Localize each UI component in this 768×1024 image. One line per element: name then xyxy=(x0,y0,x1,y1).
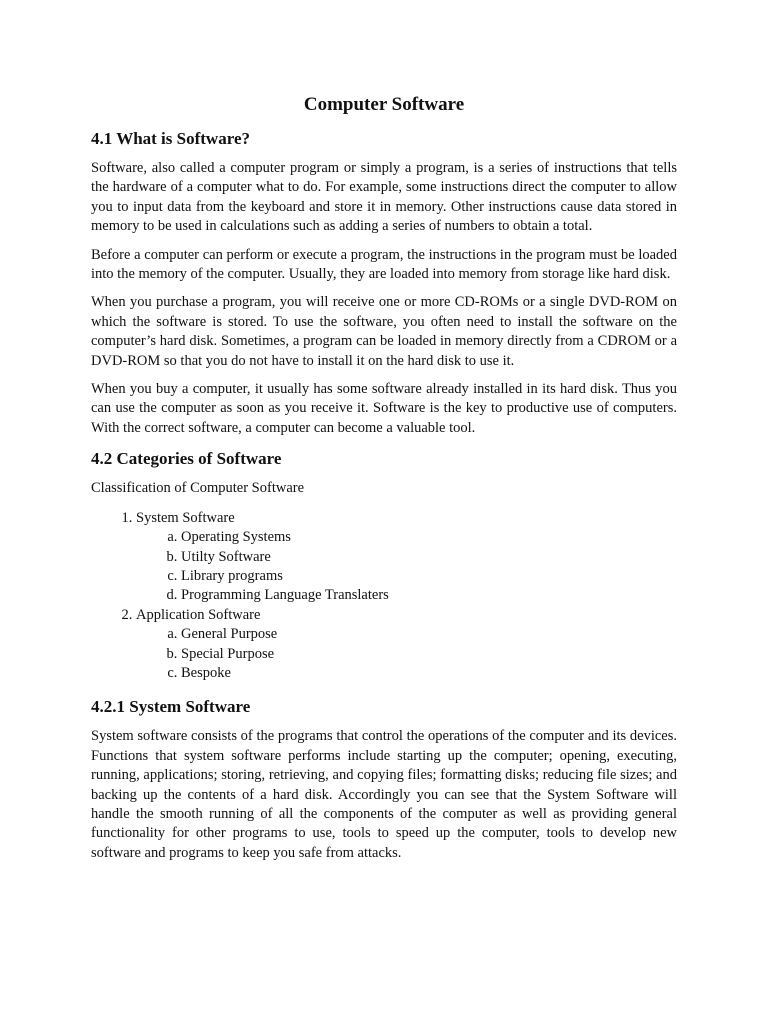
page-title: Computer Software xyxy=(303,94,465,115)
sub-list-item: a. Operating Systems xyxy=(181,528,677,547)
list-item-label: Application Software xyxy=(136,606,261,623)
paragraph-system-software: System software consists of the programs that control the operations of the computer and its devices. Functions that system software performs include starting up the computer; opening, executing, running, applications; storing, retrieving, and copying files; formatting disks; reducing file sizes; and backing up the contents of a hard disk. Accordingly you can see that the System Software will handle the smooth running of all the components of the computer as well as providing general functionality for other programs to use, tools to speed up the computer, tools to develop new software and programs to keep you safe from attacks. xyxy=(91,728,677,861)
section-heading-system-software: 4.2.1 System Software xyxy=(91,697,251,717)
section-heading-categories: 4.2 Categories of Software xyxy=(91,449,282,469)
sub-list-application-software xyxy=(136,625,677,683)
sub-list-item: b. Utilty Software xyxy=(181,548,677,567)
paragraph-definition: Software, also called a computer program or simply a program, is a series of instructions that tells the hardware of a computer what to do. For example, some instructions direct the computer to allow you to input data from the keyboard and store it in memory. Other instructions cause data stored in memory to be used in calculations such as adding a series of numbers to obtain a total. xyxy=(91,160,677,235)
sub-list-system-software xyxy=(136,528,677,606)
classification-caption: Classification of Computer Software xyxy=(91,480,305,497)
section-heading-what-is-software: 4.1 What is Software? xyxy=(91,129,250,148)
paragraph-preinstalled: When you buy a computer, it usually has some software already installed in its hard disk. Thus you can use the computer as soon as you receive it. Software is the key to productive use of computers. With the correct software, a computer can become a valuable tool. xyxy=(91,381,677,436)
sub-list-item: c. Bespoke xyxy=(181,664,677,683)
sub-list-item: c. Library programs xyxy=(181,567,677,586)
list-item-system-software xyxy=(136,509,677,606)
list-item-application-software xyxy=(136,606,677,684)
sub-list-item: a. General Purpose xyxy=(181,625,677,644)
list-item-label: System Software xyxy=(136,509,235,526)
sub-list-item: b. Special Purpose xyxy=(181,645,677,664)
paragraph-purchase: When you purchase a program, you will receive one or more CD-ROMs or a single DVD-ROM on which the software is stored. To use the software, you often need to install the software on the computer’s hard disk. Sometimes, a program can be loaded in memory directly from a CDROM or a DVD-ROM so that you do not have to install it on the hard disk to use it. xyxy=(91,294,677,369)
sub-list-item: d. Programming Language Translaters xyxy=(181,586,677,605)
classification-list xyxy=(91,509,677,684)
paragraph-execution: Before a computer can perform or execute a program, the instructions in the program must be loaded into the memory of the computer. Usually, they are loaded into memory from storage like hard disk. xyxy=(91,246,677,283)
